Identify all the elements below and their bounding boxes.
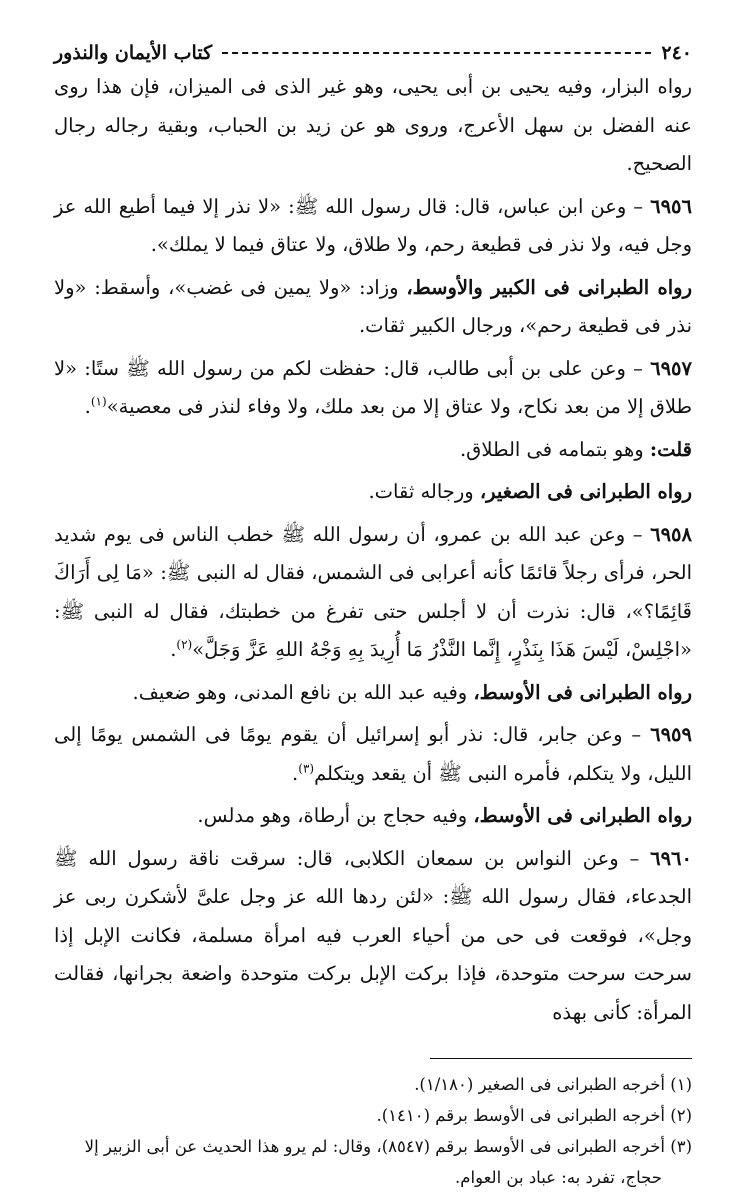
source-text: وزاد: «ولا يمين فى غضب»، وأسقط: «ولا نذر فى قطيعة رحم»، ورجال الكبير ثقات. — [54, 275, 692, 337]
hadith-text: – وعن جابر، قال: نذر أبو إسرائيل أن يقوم يومًا فى الشمس يومًا إلى الليل، ولا يتكلم، فأمره النبى ﷺ أن يقعد ويتكلم — [54, 723, 692, 785]
hadith-number: ٦٩٥٨ — [650, 522, 692, 546]
body-text — [54, 68, 692, 1032]
hadith-6957: ٦٩٥٧ – وعن على بن أبى طالب، قال: حفظت لكم من رسول الله ﷺ ستًا: «لا طلاق إلا من بعد نكاح، ولا عتاق إلا من بعد ملك، ولا وفاء لنذر فى معصية»$^{(١)}$. — [54, 356, 692, 418]
hadith-text: – وعن عبد الله بن عمرو، أن رسول الله ﷺ خطب الناس فى يوم شديد الحر، فرأى رجلاً قائمًا كأنه أعرابى فى الشمس، فقال له النبى ﷺ: «مَا لِى أَرَاكَ قَائِمًا؟»، قال: نذرت أن لا أجلس حتى تفرغ من خطبتك، فقال له النبى ﷺ: «اجْلِسْ، لَيْسَ هَذَا بِنَذْرٍ، إِنَّما النَّذْرُ مَا أُرِيدَ بِهِ وَجْهُ اللهِ عَزَّ وَجَلَّ» — [54, 522, 692, 661]
page-header — [54, 38, 692, 68]
source-text: وفيه عبد الله بن نافع المدنى، وهو ضعيف. — [132, 680, 474, 704]
footnote-ref: (٢) — [176, 637, 193, 652]
footnote-1: (١) أخرجه الطبرانى فى الصغير (١/١٨٠). — [414, 1075, 692, 1094]
footnote-divider — [430, 1058, 692, 1059]
source-bold: رواه الطبرانى فى الأوسط، — [473, 804, 692, 827]
hadith-number: ٦٩٦٠ — [650, 846, 692, 870]
qult-note — [54, 431, 692, 470]
source-6959 — [54, 797, 692, 836]
book-title: كتاب الأيمان والنذور — [54, 42, 213, 64]
hadith-text: – وعن على بن أبى طالب، قال: حفظت لكم من رسول الله ﷺ ستًا: «لا طلاق إلا من بعد نكاح، ولا عتاق إلا من بعد ملك، ولا وفاء لنذر فى معصية» — [54, 356, 692, 418]
source-6958 — [54, 674, 692, 713]
paragraph-source-note — [54, 68, 692, 184]
hadith-number: ٦٩٥٦ — [650, 194, 692, 218]
hadith-6959: ٦٩٥٩ – وعن جابر، قال: نذر أبو إسرائيل أن يقوم يومًا فى الشمس يومًا إلى الليل، ولا يتكلم، فأمره النبى ﷺ أن يقعد ويتكلم$^{(٣)}$. — [54, 723, 693, 785]
source-bold: رواه الطبرانى فى الأوسط، — [473, 680, 692, 704]
hadith-text: – وعن ابن عباس، قال: قال رسول الله ﷺ: «لا نذر إلا فيما أطيع الله عز وجل فيه، ولا نذر فى قطيعة رحم، ولا طلاق، ولا عتاق فيما لا يملك». — [54, 194, 692, 256]
source-bold: رواه الطبرانى فى الكبير والأوسط، — [406, 275, 692, 299]
source-bold: رواه الطبرانى فى الصغير، — [479, 480, 692, 503]
header-dashed-rule — [222, 52, 651, 54]
source-text: وفيه حجاج بن أرطاة، وهو مدلس. — [197, 804, 474, 827]
page-number: ٢٤٠ — [661, 42, 692, 64]
source-6956 — [54, 269, 692, 346]
source-note-text: رواه البزار، وفيه يحيى بن أبى يحيى، وهو غير الذى فى الميزان، فإن هذا روى عنه الفضل بن سهل الأعرج، وروى هو عن زيد بن الحباب، وبقية رجاله رجال الصحيح. — [54, 75, 692, 175]
qult-text: وهو بتمامه فى الطلاق. — [459, 437, 650, 461]
hadith-number: ٦٩٥٧ — [650, 356, 692, 380]
hadith-number: ٦٩٥٩ — [650, 723, 693, 746]
footnote-3: (٣) أخرجه الطبرانى فى الأوسط برقم (٨٥٤٧)، وقال: لم يرو هذا الحديث عن أبى الزبير إلا — [84, 1137, 692, 1156]
footnote-ref: (٣) — [298, 761, 315, 775]
footnote-3-continued: حجاج، تفرد به: عباد بن العوام. — [455, 1168, 662, 1187]
hadith-6958: ٦٩٥٨ – وعن عبد الله بن عمرو، أن رسول الله ﷺ خطب الناس فى يوم شديد الحر، فرأى رجلاً قائمًا كأنه أعرابى فى الشمس، فقال له النبى ﷺ: «مَا لِى أَرَاكَ قَائِمًا؟»، قال: نذرت أن لا أجلس حتى تفرغ من خطبتك، فقال له النبى ﷺ: «اجْلِسْ، لَيْسَ هَذَا بِنَذْرٍ، إِنَّما النَّذْرُ مَا أُرِيدَ بِهِ وَجْهُ اللهِ عَزَّ وَجَلَّ»$^{(٢)}$. — [54, 522, 692, 661]
hadith-6960 — [54, 840, 692, 1033]
hadith-text: – وعن النواس بن سمعان الكلابى، قال: سرقت ناقة رسول الله ﷺ الجدعاء، فقال رسول الله ﷺ: «لئن ردها الله عز وجل علىَّ لأشكرن ربى عز وجل»، فوقعت فى حى من أحياء العرب فيه امرأة مسلمة، فكانت الإبل إذا سرحت سرحت متوحدة، فإذا بركت الإبل بركت متوحدة واضعة بجرانها، فقالت المرأة: كأنى بهذه — [54, 846, 692, 1024]
source-text: ورجاله ثقات. — [368, 480, 480, 503]
footnotes — [54, 1069, 692, 1193]
footnote-2: (٢) أخرجه الطبرانى فى الأوسط برقم (١٤١٠). — [376, 1106, 692, 1125]
hadith-6956 — [54, 188, 692, 265]
source-6957 — [54, 473, 692, 512]
qult-label: قلت: — [649, 437, 692, 461]
footnote-ref: (١) — [90, 394, 107, 409]
